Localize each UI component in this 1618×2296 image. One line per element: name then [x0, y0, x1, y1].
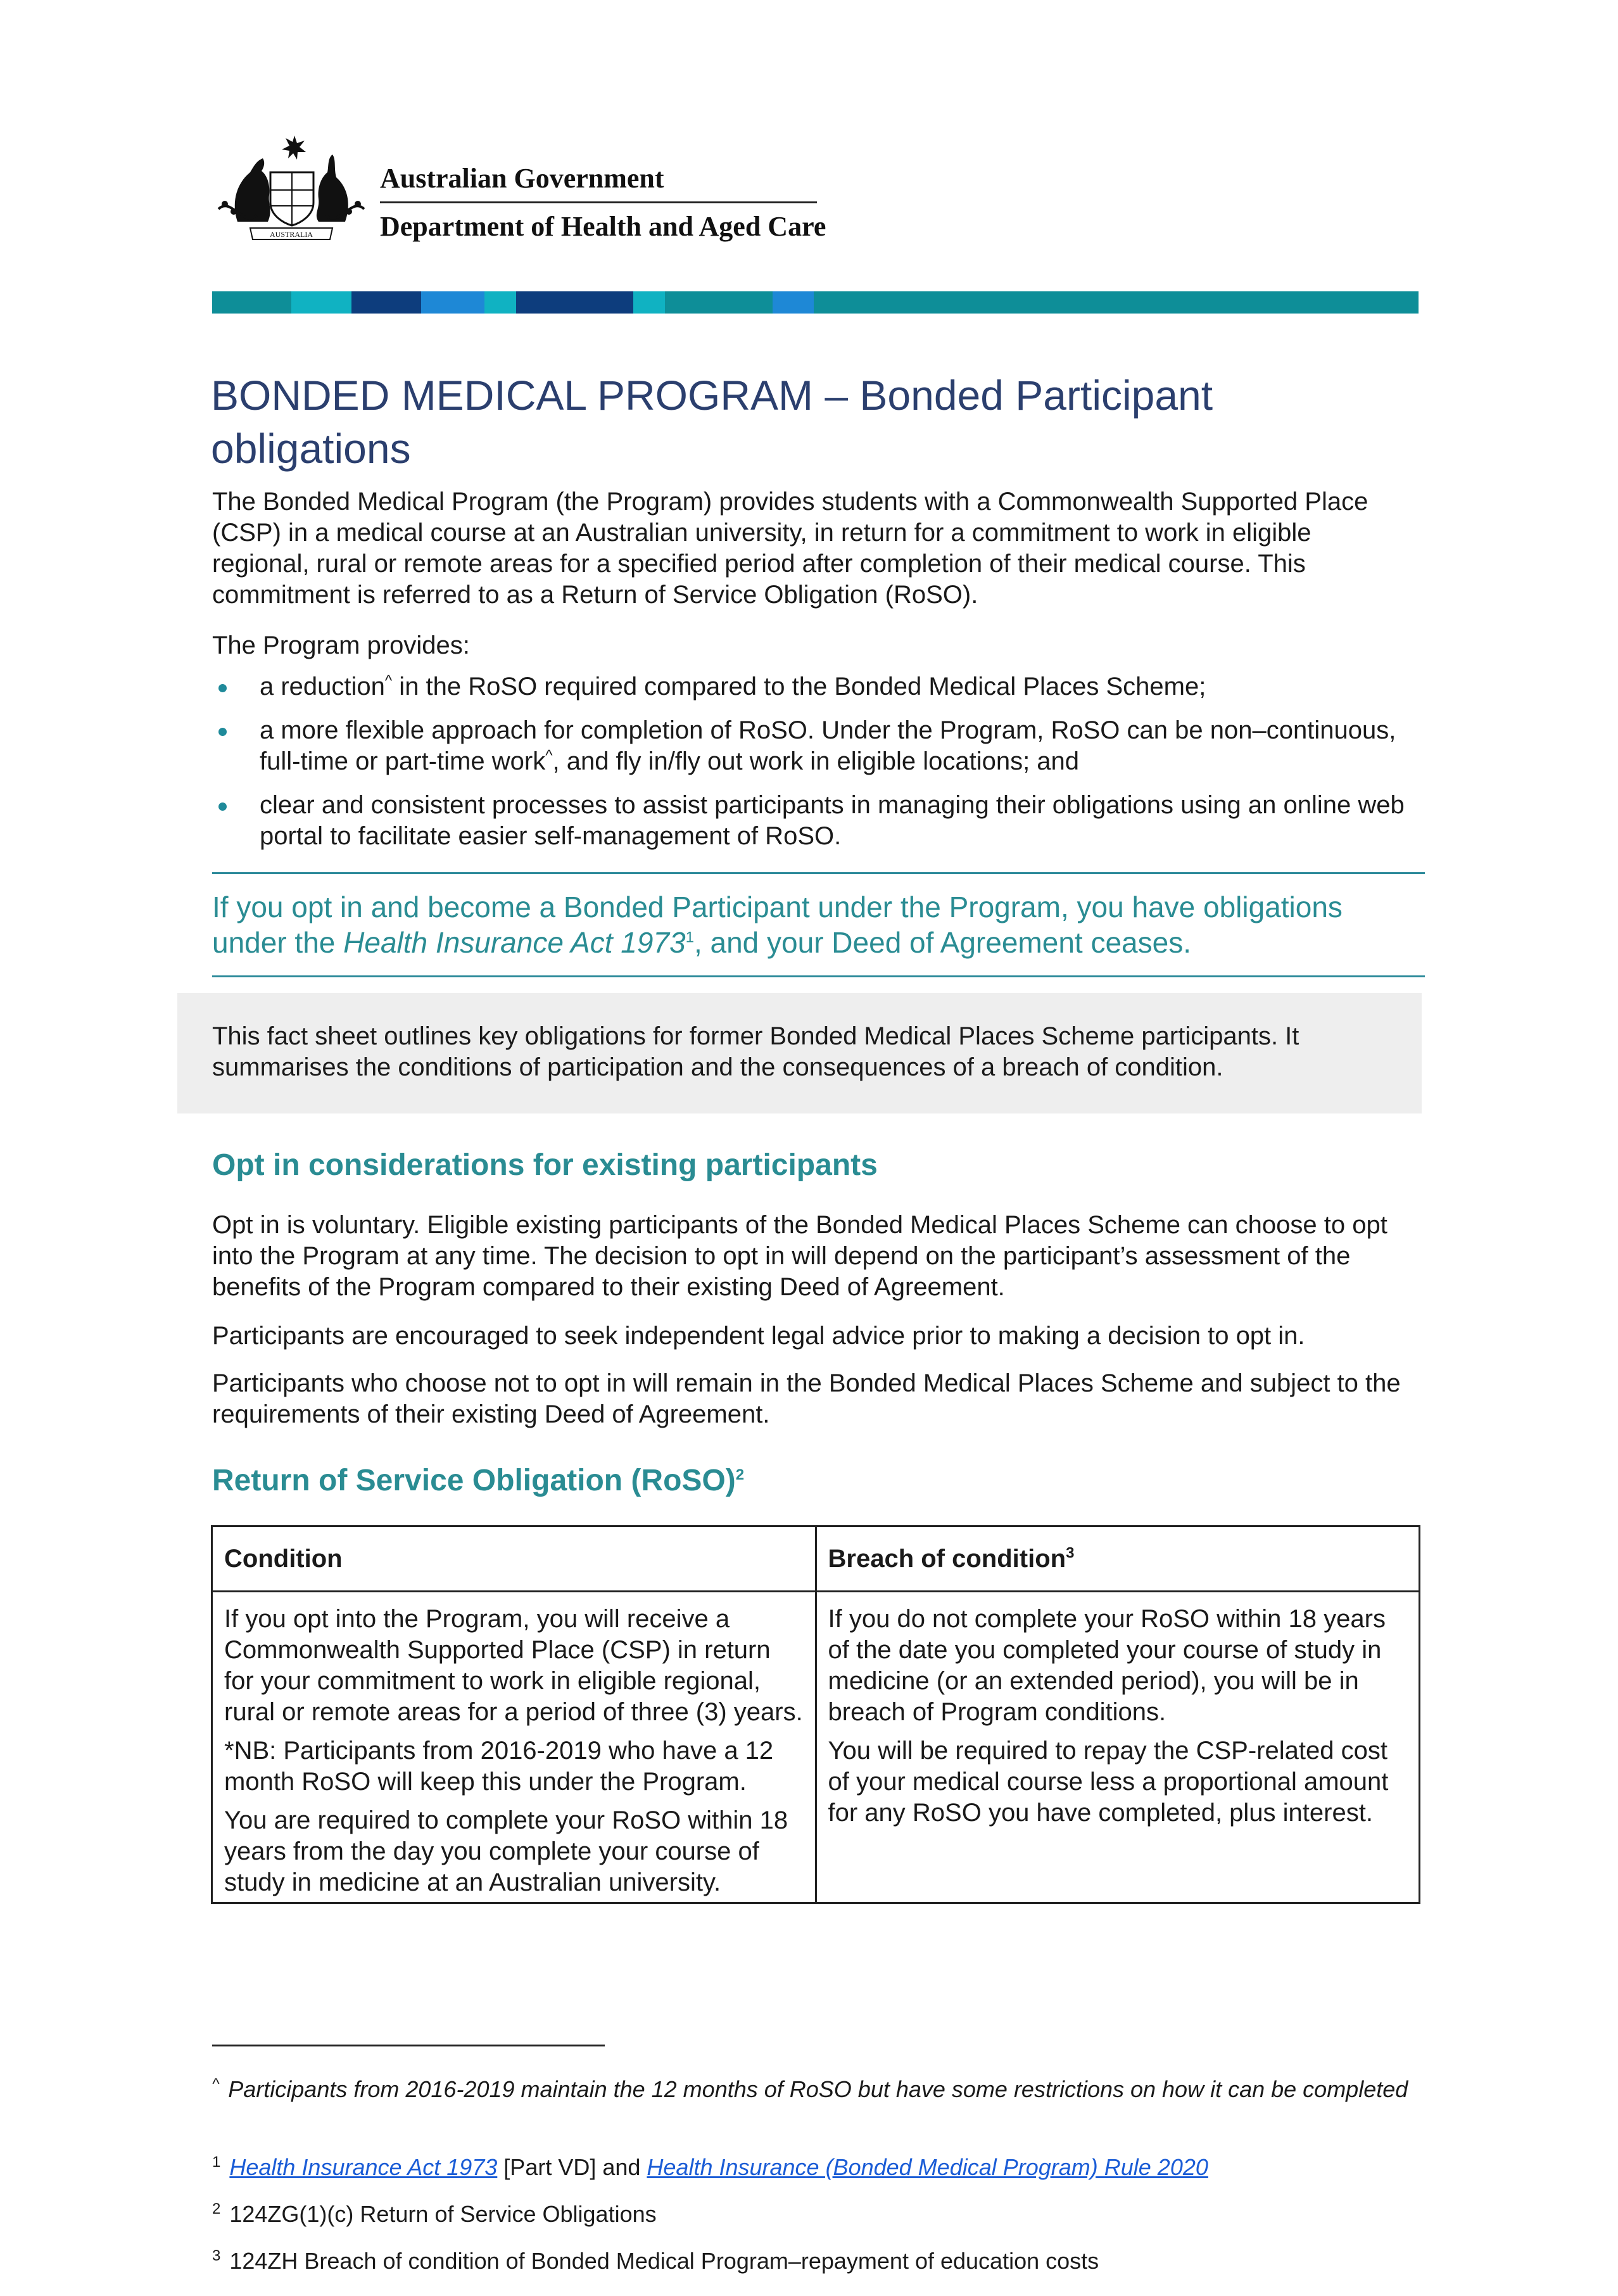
- list-item: a more flexible approach for completion of RoSO. Under the Program, RoSO can be non–continuous, full-time or part-time work^, and fly in/fly out work in eligible locations; and: [212, 715, 1422, 777]
- roso-table: [211, 1525, 1420, 1904]
- optin-paragraph-2: Participants are encouraged to seek independent legal advice prior to making a decision to opt in.: [212, 1322, 1305, 1350]
- condition-cell: [212, 1592, 816, 1903]
- obligations-callout: If you opt in and become a Bonded Participant under the Program, you have obligations under the Health Insurance Act 1973$^1$, and your Deed of Agreement ceases.: [212, 891, 1343, 959]
- band-segment: [665, 291, 773, 314]
- logo-divider: [380, 201, 817, 203]
- band-segment: [814, 291, 1419, 314]
- condition-deadline: You are required to complete your RoSO within 18 years from the day you complete your course of study in medicine at an Australian university.: [224, 1806, 788, 1896]
- callout-bottom-rule: [212, 975, 1425, 977]
- table-row: [212, 1592, 1420, 1903]
- footnote-caret: ^ Participants from 2016-2019 maintain the 12 months of RoSO but have some restrictions on how it can be completed: [212, 2076, 1408, 2102]
- list-item: a reduction^ in the RoSO required compared to the Bonded Medical Places Scheme;: [212, 671, 1422, 702]
- footnote-2: $^2$ 124ZG(1)(c) Return of Service Obligations: [212, 2200, 657, 2227]
- footnote-divider: [212, 2045, 605, 2046]
- program-benefits-list: [212, 671, 1422, 865]
- department-name: Department of Health and Aged Care: [380, 211, 826, 242]
- band-segment: [212, 291, 291, 314]
- condition-header: Condition: [212, 1526, 816, 1592]
- page-title: BONDED MEDICAL PROGRAM – Bonded Participant obligations: [211, 372, 1213, 472]
- optin-paragraph-1: Opt in is voluntary. Eligible existing participants of the Bonded Medical Places Scheme can choose to opt into the Program at any time. The decision to opt in will depend on the participant’s assessment of the benefits of the Program compared to their existing Deed of Agreement.: [212, 1211, 1387, 1301]
- table-header-row: [212, 1526, 1420, 1592]
- band-segment: [633, 291, 665, 314]
- breach-cell: [816, 1592, 1420, 1903]
- fact-sheet-summary: This fact sheet outlines key obligations for former Bonded Medical Places Scheme participants. It summarises the conditions of participation and the consequences of a breach of condition.: [212, 1022, 1299, 1081]
- optin-heading: Opt in considerations for existing participants: [212, 1148, 878, 1182]
- condition-text: If you opt into the Program, you will receive a Commonwealth Supported Place (CSP) in return for your commitment to work in eligible regional, rural or remote areas for a period of three (3) years.: [224, 1605, 803, 1726]
- bullet-icon: [218, 728, 227, 736]
- footnote-1: $^1$ Health Insurance Act 1973 [Part VD] and Health Insurance (Bonded Medical Program) Rule 2020: [212, 2153, 1208, 2180]
- band-segment: [291, 291, 351, 314]
- bullet-icon: [218, 684, 227, 692]
- band-segment: [773, 291, 814, 314]
- crest-scroll-text: AUSTRALIA: [270, 230, 313, 239]
- provides-label: The Program provides:: [212, 631, 470, 659]
- breach-repayment: You will be required to repay the CSP-related cost of your medical course less a proportional amount for any RoSO you have completed, plus interest.: [828, 1737, 1389, 1827]
- optin-paragraph-3: Participants who choose not to opt in will remain in the Bonded Medical Places Scheme and subject to the requirements of their existing Deed of Agreement.: [212, 1369, 1401, 1428]
- condition-note: *NB: Participants from 2016-2019 who have a 12 month RoSO will keep this under the Program.: [224, 1737, 774, 1796]
- government-name: Australian Government: [380, 163, 664, 194]
- colour-band: [212, 291, 1419, 314]
- list-item: clear and consistent processes to assist participants in managing their obligations using an online web portal to facilitate easier self-management of RoSO.: [212, 790, 1422, 852]
- callout-top-rule: [212, 872, 1425, 874]
- band-segment: [421, 291, 484, 314]
- band-segment: [484, 291, 516, 314]
- bonded-medical-rule-link[interactable]: Health Insurance (Bonded Medical Program) Rule 2020: [647, 2154, 1208, 2180]
- footnote-3: $^3$ 124ZH Breach of condition of Bonded Medical Program–repayment of education costs: [212, 2247, 1099, 2274]
- health-insurance-act-link[interactable]: Health Insurance Act 1973: [229, 2154, 498, 2180]
- bullet-icon: [218, 802, 227, 811]
- band-segment: [516, 291, 633, 314]
- band-segment: [351, 291, 421, 314]
- roso-heading: Return of Service Obligation (RoSO)$^2$: [212, 1464, 745, 1497]
- intro-paragraph: The Bonded Medical Program (the Program) provides students with a Commonwealth Supported Place (CSP) in a medical course at an Australian university, in return for a commitment to work in eligible regional, rural or remote areas for a specified period after completion of their medical course. This commitment is referred to as a Return of Service Obligation (RoSO).: [212, 488, 1368, 609]
- coat-of-arms-logo: [212, 133, 370, 247]
- breach-header: Breach of condition$^3$: [816, 1526, 1420, 1592]
- breach-text: If you do not complete your RoSO within 18 years of the date you completed your course of study in medicine (or an extended period), you will be in breach of Program conditions.: [828, 1605, 1386, 1726]
